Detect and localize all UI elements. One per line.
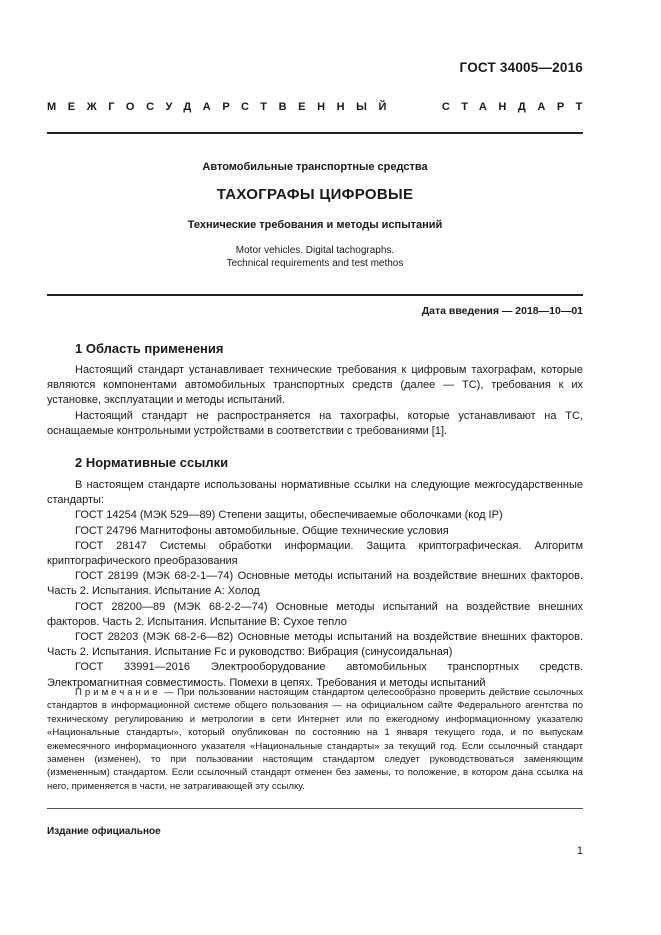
footer-divider (47, 808, 583, 809)
page-title: ТАХОГРАФЫ ЦИФРОВЫЕ (216, 186, 414, 203)
page-subtitle: Технические требования и методы испытаний (187, 219, 443, 231)
standard-category: Автомобильные транспортные средства (202, 161, 428, 173)
note-block (47, 686, 583, 793)
section-1-title: 1 Область применения (75, 341, 224, 356)
document-code: ГОСТ 34005—2016 (459, 60, 583, 75)
paragraph: Настоящий стандарт не распространяется на тахографы, которые устанавливают на ТС, оснащаемые контрольными устройствами в соответствии с требованиями [1]. (47, 409, 583, 437)
reference-item: ГОСТ 14254 (МЭК 529—89) Степени защиты, обеспечиваемые оболочками (код IP) (75, 509, 503, 522)
header-divider (47, 132, 583, 134)
title-divider (47, 294, 583, 296)
page-number: 1 (576, 845, 583, 857)
effective-date: Дата введения — 2018—10—01 (421, 305, 583, 317)
standard-banner (47, 101, 594, 113)
reference-item: ГОСТ 28200—89 (МЭК 68-2-2—74) Основные методы испытаний на воздействие внешних факторов. Часть 2. Испытания. Испытание В: Сухое тепло (47, 600, 583, 628)
reference-item: ГОСТ 28203 (МЭК 68-2-6—82) Основные методы испытаний на воздействие внешних факторов. Часть 2. Испытания. Испытание Fc и руководство: Вибрация (синусоидальная) (47, 631, 583, 659)
official-edition-label: Издание официальное (47, 826, 161, 837)
english-title-line2: Technical requirements and test methos (226, 258, 404, 269)
banner-left-word: МЕЖГОСУДАРСТВЕННЫЙ (47, 101, 399, 113)
note-label: Примечание (75, 687, 161, 698)
section-1-body (47, 363, 583, 439)
paragraph: В настоящем стандарте использованы нормативные ссылки на следующие межгосударственные стандарты: (47, 479, 583, 507)
reference-item: ГОСТ 28147 Системы обработки информации. Защита криптографическая. Алгоритм криптографического преобразования (47, 539, 583, 568)
reference-item: ГОСТ 24796 Магнитофоны автомобильные. Общие технические условия (75, 524, 449, 537)
banner-right-word: СТАНДАРТ (441, 101, 594, 113)
section-2-body (47, 478, 583, 691)
reference-item: ГОСТ 33991—2016 Электрооборудование автомобильных транспортных средств. Электромагнитная совместимость. Помехи в цепях. Требования и методы испытаний (47, 661, 583, 689)
english-title-line1: Motor vehicles. Digital tachographs. (235, 245, 395, 256)
paragraph: Настоящий стандарт устанавливает технические требования к цифровым тахографам, которые являются компонентами автомобильных транспортных средств (далее — ТС), требования к их установке, эксплуатации и методы испытаний. (47, 364, 583, 407)
section-2-title: 2 Нормативные ссылки (75, 455, 229, 470)
note-text: — При пользовании настоящим стандартом целесообразно проверить действие ссылочных стандартов в информационной системе общего пользования — на официальном сайте Федерального агентства по техническому регулированию и метрологии в сети Интернет или по ежегодному информационному указателю «Национальные стандарты», который опубликован по состоянию на 1 января текущего года, и по выпускам ежемесячного информационного указателя «Национальные стандарты» за текущий год. Если ссылочный стандарт заменен (изменен), то при пользовании настоящим стандартом следует руководствоваться заменяющим (измененным) стандартом. Если ссылочный стандарт отменен без замены, то положение, в котором дана ссылка на него, применяется в части, не затрагивающей эту ссылку. (47, 687, 583, 792)
reference-item: ГОСТ 28199 (МЭК 68-2-1—74) Основные методы испытаний на воздействие внешних факторов. Часть 2. Испытания. Испытание А: Холод (47, 570, 583, 598)
